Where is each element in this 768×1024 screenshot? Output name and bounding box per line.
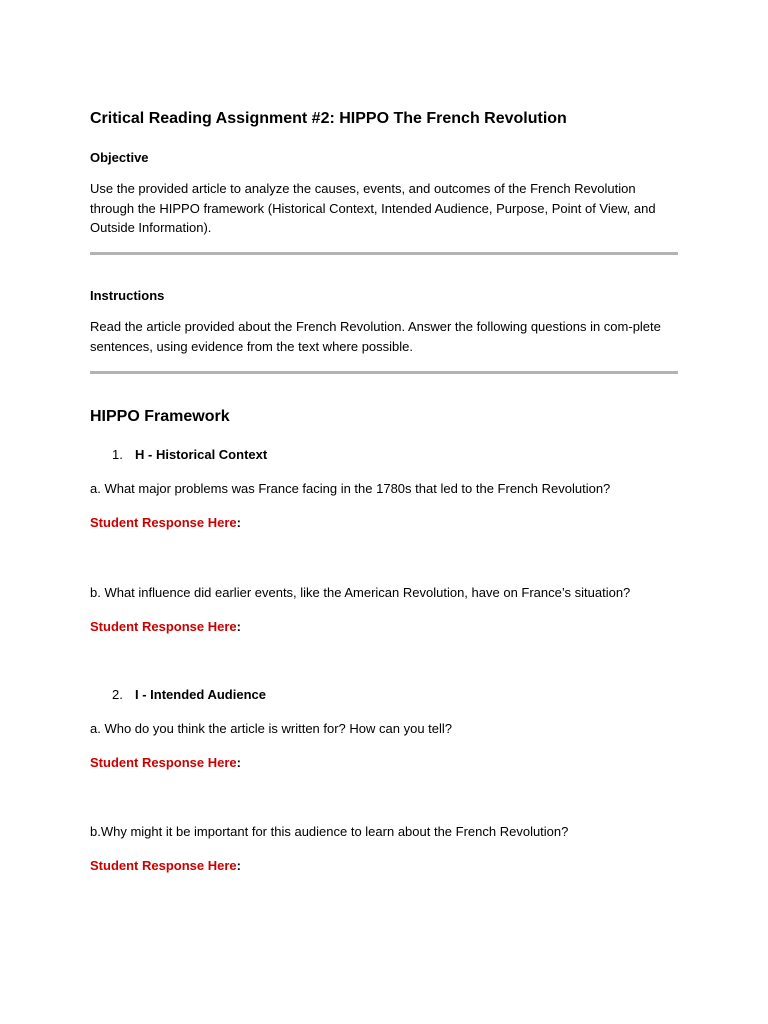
objective-heading: Objective <box>90 150 149 165</box>
instructions-heading: Instructions <box>90 288 165 303</box>
response-label: Student Response Here <box>90 858 237 873</box>
question-text: b.Why might it be important for this audience to learn about the French Revolution? <box>90 824 569 839</box>
response-colon: : <box>236 858 241 873</box>
question-text: a. Who do you think the article is written for? How can you tell? <box>90 721 453 736</box>
framework-item-intended-audience <box>112 687 266 702</box>
response-label: Student Response Here <box>90 619 237 634</box>
list-item-title: H - Historical Context <box>135 447 268 462</box>
student-response-field[interactable] <box>90 755 241 770</box>
student-response-field[interactable] <box>90 619 241 634</box>
document-title: Critical Reading Assignment #2: HIPPO The French Revolution <box>90 110 567 127</box>
section-divider <box>90 371 678 374</box>
student-response-field[interactable] <box>90 515 241 530</box>
response-colon: : <box>236 619 241 634</box>
framework-item-historical-context <box>112 447 267 462</box>
response-colon: : <box>236 515 241 530</box>
framework-heading: HIPPO Framework <box>90 408 230 425</box>
student-response-field[interactable] <box>90 858 241 873</box>
objective-text: Use the provided article to analyze the causes, events, and outcomes of the French Revolution through the HIPPO framework (Historical Context, Intended Audience, Purpose, Point of View, and Outside Information). <box>90 181 656 235</box>
question-text: a. What major problems was France facing in the 1780s that led to the French Revolution? <box>90 481 611 496</box>
response-label: Student Response Here <box>90 755 237 770</box>
list-number: 1. <box>112 447 123 462</box>
list-number: 2. <box>112 687 123 702</box>
question-text: b. What influence did earlier events, like the American Revolution, have on France’s situation? <box>90 585 631 600</box>
response-colon: : <box>236 755 241 770</box>
instructions-text: Read the article provided about the French Revolution. Answer the following questions in com-plete sentences, using evidence from the text where possible. <box>90 319 661 354</box>
list-item-title: I - Intended Audience <box>135 687 266 702</box>
section-divider <box>90 252 678 255</box>
response-label: Student Response Here <box>90 515 237 530</box>
